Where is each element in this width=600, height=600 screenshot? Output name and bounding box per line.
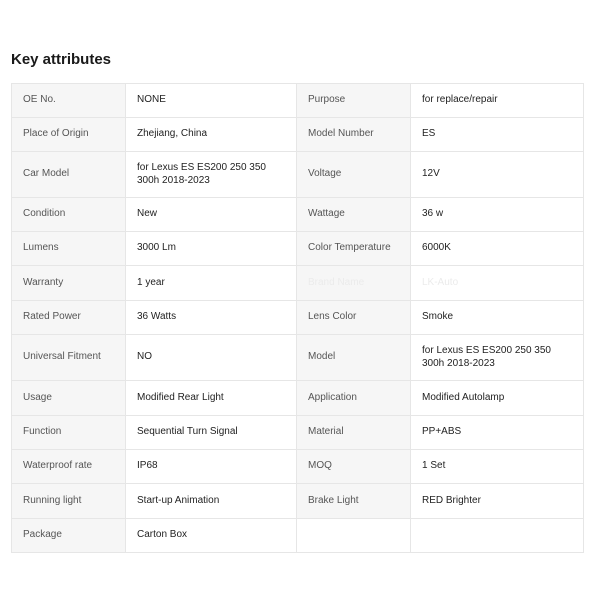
table-row bbox=[12, 198, 584, 232]
attribute-value: New bbox=[126, 198, 297, 232]
attribute-value: 36 w bbox=[411, 198, 584, 232]
attribute-label: Lens Color bbox=[297, 301, 411, 335]
attribute-value: PP+ABS bbox=[411, 416, 584, 450]
attribute-value: 1 Set bbox=[411, 450, 584, 484]
table-row bbox=[12, 381, 584, 416]
section-title: Key attributes bbox=[11, 51, 112, 68]
attribute-label: Material bbox=[297, 416, 411, 450]
key-attributes-table bbox=[11, 83, 584, 553]
attribute-label: Waterproof rate bbox=[12, 450, 126, 484]
attribute-value: NO bbox=[126, 335, 297, 381]
attribute-value: 1 year bbox=[126, 266, 297, 301]
attribute-label: Color Temperature bbox=[297, 232, 411, 266]
table-row bbox=[12, 301, 584, 335]
table-row bbox=[12, 416, 584, 450]
attribute-label: Package bbox=[12, 519, 126, 553]
attribute-value: IP68 bbox=[126, 450, 297, 484]
attribute-value: for replace/repair bbox=[411, 84, 584, 118]
attribute-value: Modified Autolamp bbox=[411, 381, 584, 416]
table-row bbox=[12, 84, 584, 118]
attribute-label: Warranty bbox=[12, 266, 126, 301]
attribute-value: ES bbox=[411, 118, 584, 152]
attribute-label: MOQ bbox=[297, 450, 411, 484]
attribute-label: Application bbox=[297, 381, 411, 416]
attribute-label: Function bbox=[12, 416, 126, 450]
attribute-label: Wattage bbox=[297, 198, 411, 232]
attribute-label: Rated Power bbox=[12, 301, 126, 335]
table-row bbox=[12, 118, 584, 152]
attribute-value: 12V bbox=[411, 152, 584, 198]
table-row bbox=[12, 152, 584, 198]
attribute-label: Place of Origin bbox=[12, 118, 126, 152]
attribute-value: NONE bbox=[126, 84, 297, 118]
empty-cell bbox=[297, 519, 411, 553]
table-row bbox=[12, 232, 584, 266]
attribute-value: 6000K bbox=[411, 232, 584, 266]
attribute-label: Model bbox=[297, 335, 411, 381]
table-row bbox=[12, 335, 584, 381]
attribute-value: 36 Watts bbox=[126, 301, 297, 335]
attribute-value: RED Brighter bbox=[411, 484, 584, 519]
attribute-label: Model Number bbox=[297, 118, 411, 152]
attribute-label: Universal Fitment bbox=[12, 335, 126, 381]
attribute-label: OE No. bbox=[12, 84, 126, 118]
attribute-label: Usage bbox=[12, 381, 126, 416]
attribute-value: Start-up Animation bbox=[126, 484, 297, 519]
attribute-value: Zhejiang, China bbox=[126, 118, 297, 152]
table-row bbox=[12, 484, 584, 519]
attribute-label: Voltage bbox=[297, 152, 411, 198]
attribute-value: 3000 Lm bbox=[126, 232, 297, 266]
table-row bbox=[12, 519, 584, 553]
attribute-value: Carton Box bbox=[126, 519, 297, 553]
attribute-value: Sequential Turn Signal bbox=[126, 416, 297, 450]
attribute-label: Car Model bbox=[12, 152, 126, 198]
attribute-label: Brand Name bbox=[297, 266, 411, 301]
attribute-label: Condition bbox=[12, 198, 126, 232]
empty-cell bbox=[411, 519, 584, 553]
attribute-label: Purpose bbox=[297, 84, 411, 118]
attribute-value: LK-Auto bbox=[411, 266, 584, 301]
attribute-label: Running light bbox=[12, 484, 126, 519]
attribute-value: Smoke bbox=[411, 301, 584, 335]
attribute-value: for Lexus ES ES200 250 350 300h 2018-2023 bbox=[411, 335, 584, 381]
attribute-value: Modified Rear Light bbox=[126, 381, 297, 416]
table-row bbox=[12, 450, 584, 484]
attribute-value: for Lexus ES ES200 250 350 300h 2018-2023 bbox=[126, 152, 297, 198]
attribute-label: Lumens bbox=[12, 232, 126, 266]
attribute-label: Brake Light bbox=[297, 484, 411, 519]
table-row bbox=[12, 266, 584, 301]
